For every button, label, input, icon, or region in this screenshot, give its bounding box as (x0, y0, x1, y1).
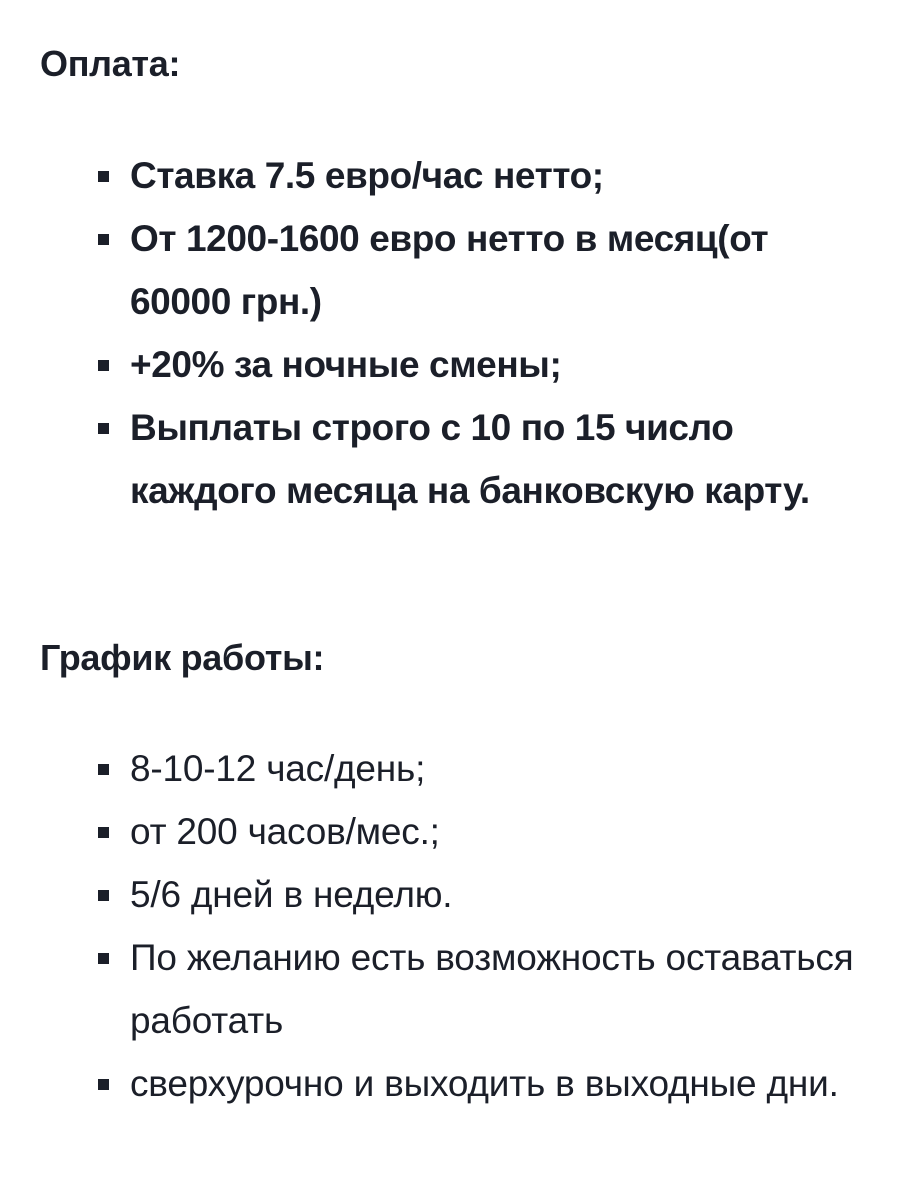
list-item-text: По желанию есть возможность оставаться работать (130, 937, 854, 1041)
square-bullet-icon (98, 827, 109, 838)
list-item-text: сверхурочно и выходить в выходные дни. (130, 1063, 839, 1104)
list-item-text: От 1200-1600 евро нетто в месяц(от 60000 грн.) (130, 218, 769, 322)
square-bullet-icon (98, 764, 109, 775)
payment-list-item-payouts (0, 396, 918, 522)
schedule-list-item-days-per-week (0, 863, 918, 926)
list-item-text: +20% за ночные смены; (130, 344, 562, 385)
schedule-list (0, 737, 918, 1115)
payment-heading: Оплата: (40, 43, 181, 84)
square-bullet-icon (98, 953, 109, 964)
square-bullet-icon (98, 1079, 109, 1090)
payment-list-item-rate (0, 144, 918, 207)
schedule-list-item-optional-work (0, 926, 918, 1052)
payment-list (0, 144, 918, 522)
schedule-heading: График работы: (40, 637, 325, 678)
schedule-list-item-hours-per-month (0, 800, 918, 863)
list-item-text: от 200 часов/мес.; (130, 811, 440, 852)
payment-list-item-monthly (0, 207, 918, 333)
square-bullet-icon (98, 890, 109, 901)
list-item-text: 8-10-12 час/день; (130, 748, 426, 789)
square-bullet-icon (98, 360, 109, 371)
schedule-list-item-hours-per-day (0, 737, 918, 800)
payment-list-item-night-shift (0, 333, 918, 396)
square-bullet-icon (98, 234, 109, 245)
list-item-text: Ставка 7.5 евро/час нетто; (130, 155, 604, 196)
list-item-text: Выплаты строго с 10 по 15 число каждого месяца на банковскую карту. (130, 407, 810, 511)
square-bullet-icon (98, 423, 109, 434)
list-item-text: 5/6 дней в неделю. (130, 874, 453, 915)
square-bullet-icon (98, 171, 109, 182)
schedule-list-item-overtime (0, 1052, 918, 1115)
